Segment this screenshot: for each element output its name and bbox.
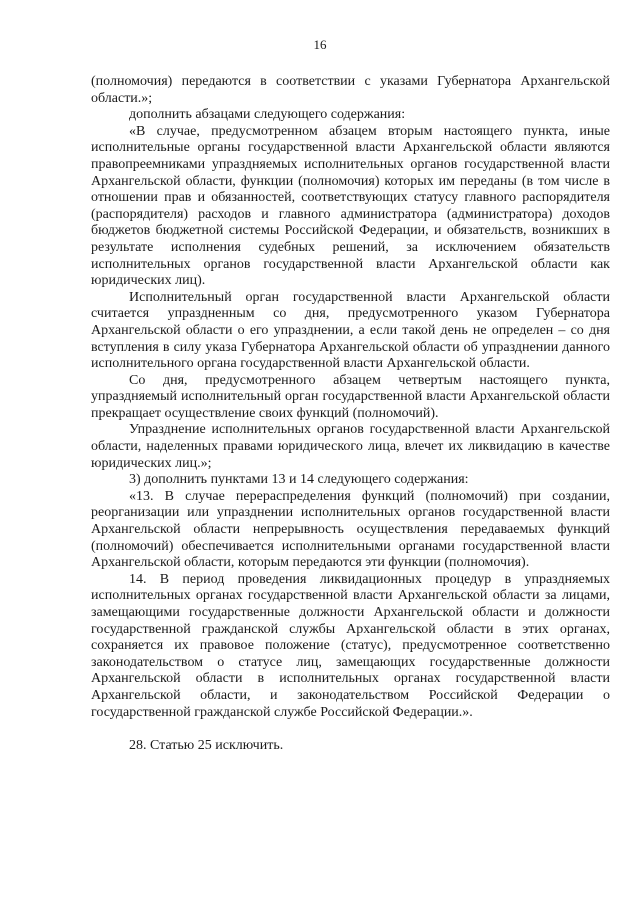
paragraph-5: Со дня, предусмотренного абзацем четвертым настоящего пункта, упраздняемый исполнительный орган государственной власти Архангельской области прекращает осуществление своих функций (полномочий). (91, 372, 610, 421)
page-number: 16 (313, 37, 327, 52)
paragraph-6: Упразднение исполнительных органов государственной власти Архангельской области, наделенных правами юридического лица, влечет их ликвидацию в качестве юридических лиц.»; (91, 422, 610, 471)
paragraph-9: 14. В период проведения ликвидационных процедур в упраздняемых исполнительных органах государственной власти Архангельской области за лицами, замещающими государственные должности Архангельской области и должности государственной гражданской службы Архангельской области в этих органах, сохраняется их правовое положение (статус), предусмотренное соответственно законодательством о статусе лиц, замещающих государственные должности Архангельской области в исполнительных органах государственной власти Архангельской области, и законодательством Российской Федерации о государственной гражданской службе Российской Федерации.». (91, 571, 610, 720)
paragraph-1: (полномочия) передаются в соответствии с указами Губернатора Архангельской области.»; (91, 74, 610, 106)
paragraph-3: «В случае, предусмотренном абзацем вторым настоящего пункта, иные исполнительные органы государственной власти Архангельской области являются правопреемниками упраздняемых исполнительных органов государственной власти Архангельской области, функции (полномочия) которых им переданы (в том числе в отношении прав и обязанностей, соответствующих статусу главного распорядителя (распорядителя) расходов и главного администратора (администратора) доходов бюджетов бюджетной системы Российской Федерации, и обязательств, возникших в результате исполнения судебных решений, за исключением обязательств исполнительных органов государственной власти Архангельской области как юридических лиц). (91, 123, 610, 289)
paragraph-2: дополнить абзацами следующего содержания: (129, 107, 406, 123)
document-body (91, 74, 610, 755)
paragraph-7: 3) дополнить пунктами 13 и 14 следующего содержания: (129, 472, 469, 488)
paragraph-4: Исполнительный орган государственной власти Архангельской области считается упраздненным со дня, предусмотренного указом Губернатора Архангельской области о его упразднении, а если такой день не определен – со дня вступления в силу указа Губернатора Архангельской области об упразднении данного исполнительного органа государственной власти Архангельской области. (91, 289, 610, 372)
paragraph-10: 28. Статью 25 исключить. (129, 738, 284, 754)
paragraph-8: «13. В случае перераспределения функций (полномочий) при создании, реорганизации или упразднении исполнительных органов государственной власти Архангельской области непрерывность осуществления передаваемых функций (полномочий) обеспечивается исполнительными органами государственной власти Архангельской области, которым передаются эти функции (полномочия). (91, 488, 610, 571)
